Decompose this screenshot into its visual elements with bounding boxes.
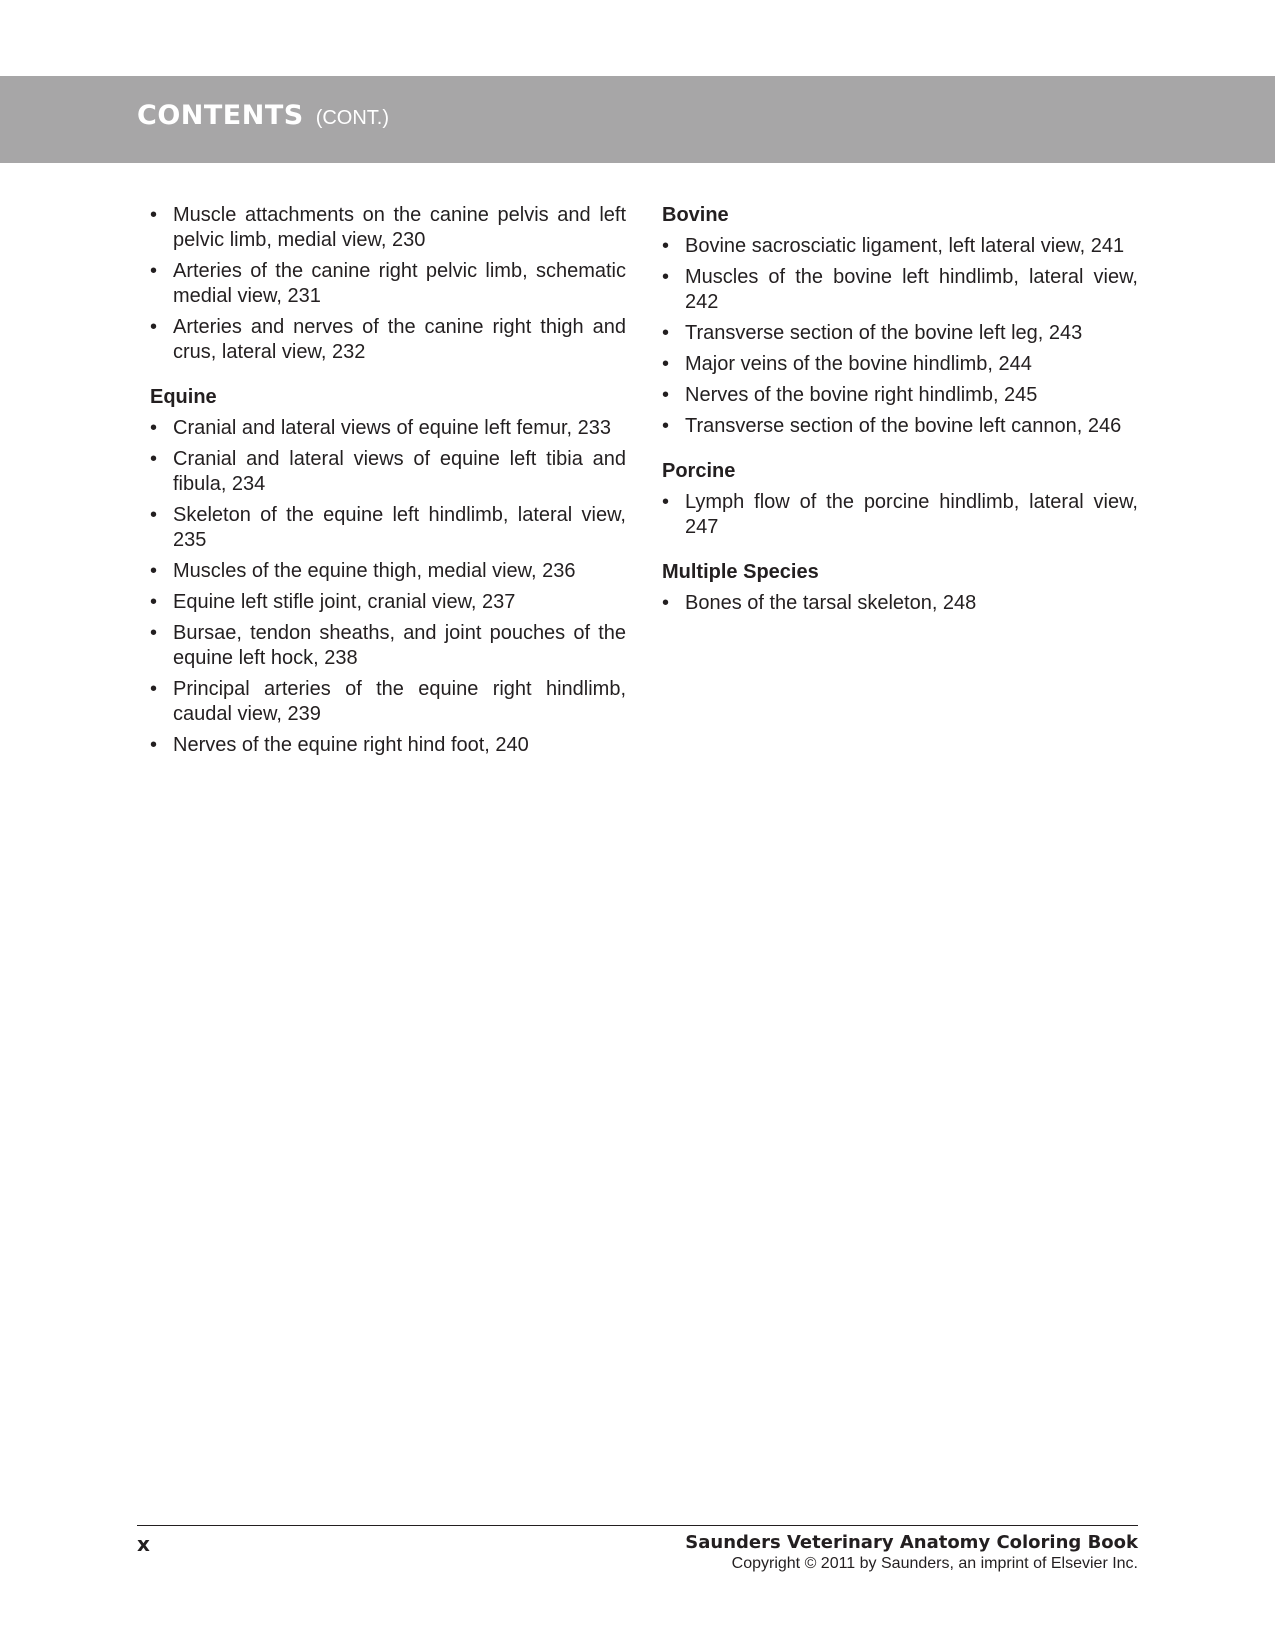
bullet-icon: •: [662, 353, 670, 375]
bullet-icon: •: [150, 591, 158, 613]
toc-entry: [662, 591, 1138, 616]
multiple-species-heading: Multiple Species: [662, 561, 819, 583]
right-column: [662, 203, 1138, 636]
toc-entry: [150, 315, 626, 365]
toc-entry: [662, 490, 1138, 540]
toc-entry: [150, 259, 626, 309]
toc-entry: [150, 203, 626, 253]
footer-divider: [137, 1525, 1138, 1526]
toc-entry-text: Cranial and lateral views of equine left femur, 233: [173, 417, 612, 439]
equine-section: [150, 385, 626, 758]
equine-toc-list: [150, 416, 626, 758]
toc-entry-text: Equine left stifle joint, cranial view, 237: [173, 591, 516, 613]
left-column: [150, 203, 626, 778]
equine-heading: Equine: [150, 386, 217, 408]
bullet-icon: •: [150, 417, 158, 439]
toc-entry-text: Muscle attachments on the canine pelvis and left pelvic limb, medial view, 230: [173, 204, 626, 251]
toc-entry-text: Nerves of the bovine right hindlimb, 245: [685, 384, 1038, 406]
bullet-icon: •: [150, 678, 158, 700]
toc-entry-text: Lymph flow of the porcine hindlimb, lateral view, 247: [685, 491, 1138, 538]
bullet-icon: •: [662, 415, 670, 437]
toc-entry: [662, 383, 1138, 408]
book-title: Saunders Veterinary Anatomy Coloring Book: [685, 1532, 1138, 1553]
toc-entry: [150, 590, 626, 615]
toc-entry-text: Major veins of the bovine hindlimb, 244: [685, 353, 1032, 375]
contents-heading: CONTENTS: [137, 100, 304, 131]
bullet-icon: •: [662, 491, 670, 513]
toc-entry-text: Cranial and lateral views of equine left tibia and fibula, 234: [173, 448, 626, 495]
bullet-icon: •: [150, 316, 158, 338]
toc-entry: [150, 447, 626, 497]
toc-entry-text: Nerves of the equine right hind foot, 240: [173, 734, 529, 756]
toc-entry: [662, 321, 1138, 346]
bovine-section: [662, 203, 1138, 439]
bullet-icon: •: [150, 504, 158, 526]
bullet-icon: •: [662, 266, 670, 288]
porcine-section: [662, 459, 1138, 540]
toc-entry-text: Bones of the tarsal skeleton, 248: [685, 592, 977, 614]
toc-entry: [150, 416, 626, 441]
canine-continued-section: [150, 203, 626, 365]
multiple-species-toc-list: [662, 591, 1138, 616]
toc-entry: [662, 265, 1138, 315]
canine-toc-list: [150, 203, 626, 365]
bovine-heading: Bovine: [662, 204, 729, 226]
toc-entry: [662, 414, 1138, 439]
bullet-icon: •: [150, 734, 158, 756]
bullet-icon: •: [662, 235, 670, 257]
bullet-icon: •: [150, 560, 158, 582]
page-number: x: [137, 1532, 150, 1556]
toc-entry: [662, 234, 1138, 259]
toc-entry: [150, 559, 626, 584]
bullet-icon: •: [662, 384, 670, 406]
toc-entry-text: Muscles of the bovine left hindlimb, lateral view, 242: [685, 266, 1138, 313]
toc-entry-text: Principal arteries of the equine right hindlimb, caudal view, 239: [173, 678, 626, 725]
toc-entry-text: Arteries and nerves of the canine right thigh and crus, lateral view, 232: [173, 316, 626, 363]
porcine-heading: Porcine: [662, 460, 736, 482]
toc-entry-text: Transverse section of the bovine left leg, 243: [685, 322, 1083, 344]
bullet-icon: •: [662, 592, 670, 614]
toc-entry-text: Bursae, tendon sheaths, and joint pouches of the equine left hock, 238: [173, 622, 626, 669]
bullet-icon: •: [150, 204, 158, 226]
page-title: [137, 100, 389, 140]
copyright-notice: Copyright © 2011 by Saunders, an imprint of Elsevier Inc.: [731, 1555, 1138, 1572]
toc-entry-text: Muscles of the equine thigh, medial view, 236: [173, 560, 576, 582]
toc-entry-text: Transverse section of the bovine left cannon, 246: [685, 415, 1122, 437]
toc-entry-text: Skeleton of the equine left hindlimb, lateral view, 235: [173, 504, 626, 551]
bovine-toc-list: [662, 234, 1138, 439]
bullet-icon: •: [150, 448, 158, 470]
bullet-icon: •: [662, 322, 670, 344]
toc-entry: [662, 352, 1138, 377]
contents-continued-label: (CONT.): [315, 107, 390, 129]
toc-entry: [150, 733, 626, 758]
toc-entry-text: Arteries of the canine right pelvic limb, schematic medial view, 231: [173, 260, 626, 307]
toc-entry-text: Bovine sacrosciatic ligament, left lateral view, 241: [685, 235, 1125, 257]
bullet-icon: •: [150, 260, 158, 282]
multiple-species-section: [662, 560, 1138, 616]
toc-entry: [150, 503, 626, 553]
porcine-toc-list: [662, 490, 1138, 540]
toc-entry: [150, 621, 626, 671]
toc-entry: [150, 677, 626, 727]
bullet-icon: •: [150, 622, 158, 644]
